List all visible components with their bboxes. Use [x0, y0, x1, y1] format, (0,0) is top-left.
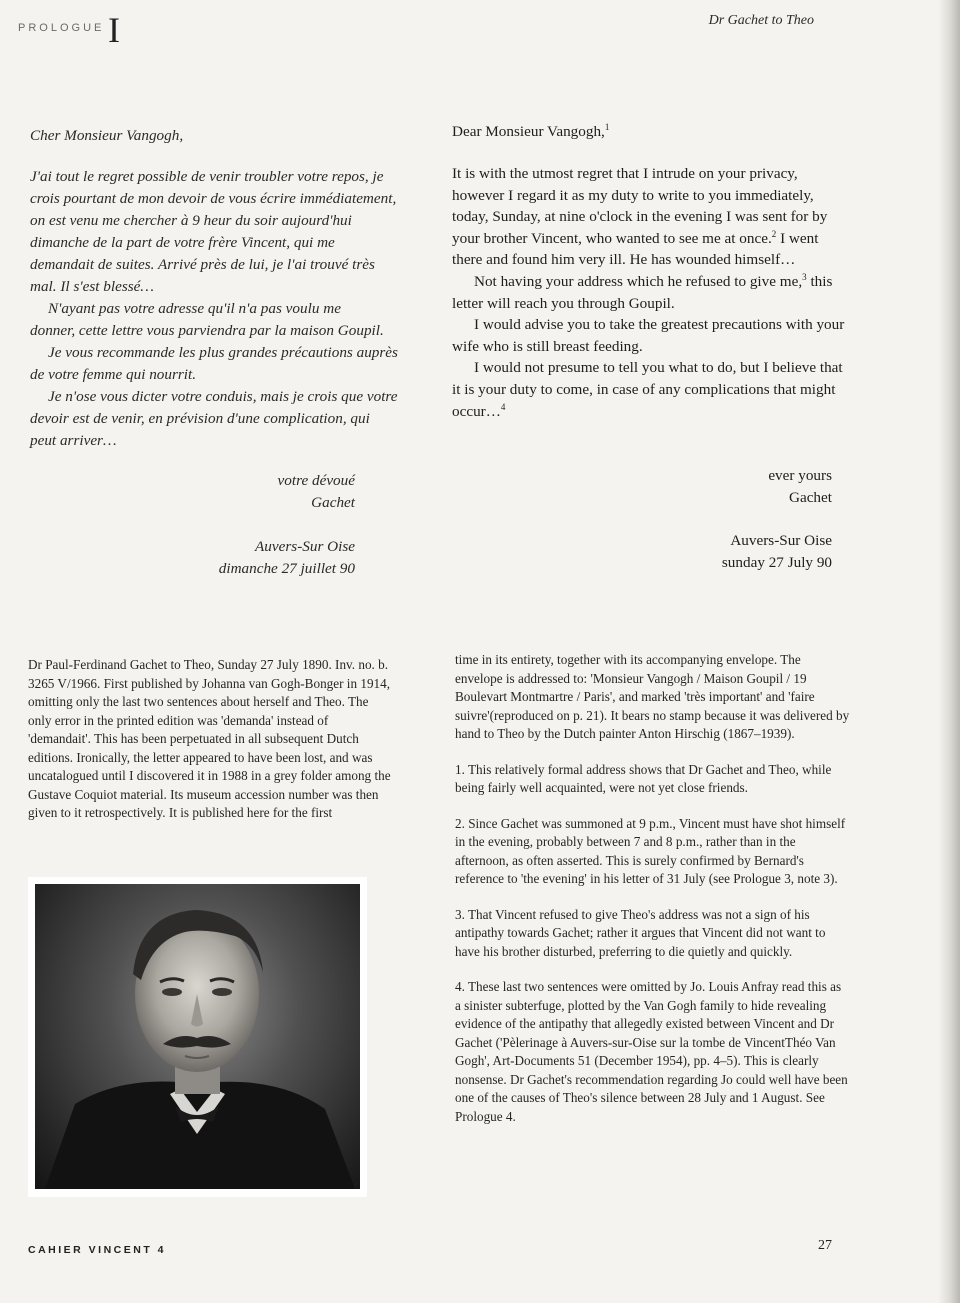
- letter-french-line: on est venu me chercher à 9 heur du soir aujourd'hui: [30, 212, 352, 229]
- letter-french-line: J'ai tout le regret possible de venir troubler votre repos, je: [30, 168, 384, 185]
- letter-english-para-3: I would advise you to take the greatest precautions with your wife who is still breast feeding.: [452, 316, 845, 355]
- letter-french-line: devoir est de venir, en prévision d'une complication, qui: [30, 410, 370, 427]
- commentary-column-2: [455, 651, 850, 1126]
- running-head: Dr Gachet to Theo: [708, 13, 814, 28]
- portrait-photo: [28, 877, 367, 1197]
- footnote-ref-2: 2: [771, 228, 777, 239]
- letter-english-para-4: I would not presume to tell you what to do, but I believe that it is your duty to come, in case of any complications that might occur…$^4$: [452, 359, 843, 420]
- footnote-1: 1. This relatively formal address shows that Dr Gachet and Theo, while being fairly well acquainted, were not yet close friends.: [455, 761, 832, 795]
- journal-title: CAHIER VINCENT 4: [28, 1244, 167, 1256]
- letter-french-line: demandait de suites. Arrivé près de lui, je l'ai trouvé très: [30, 256, 375, 273]
- section-numeral: I: [108, 10, 120, 50]
- commentary-text-continued: time in its entirety, together with its accompanying envelope. The envelope is addressed to: 'Monsieur Vangogh / Maison Goupil / 19 Boulevart Montmartre / Paris', and marked 'très important' and 'faire suivre'(reproduced on p. 21). It bears no stamp because it was delivered by hand to Theo by the Dutch painter Anton Hirschig (1867–1939).: [455, 652, 850, 741]
- letter-french-line: dimanche de la part de votre frère Vincent, qui me: [30, 234, 335, 251]
- footnote-ref-1: 1: [604, 121, 610, 132]
- letter-english-salutation: [452, 121, 609, 143]
- letter-english-signature: Gachet: [788, 488, 832, 506]
- letter-english-closing-text: ever yours: [768, 467, 832, 484]
- letter-french-line: mal. Il s'est blessé…: [30, 278, 154, 295]
- page-number: 27: [818, 1238, 832, 1253]
- letter-french-salutation: Cher Monsieur Vangogh,: [30, 127, 184, 144]
- letter-french-dateline: [150, 536, 355, 580]
- letter-french-line: donner, cette lettre vous parviendra par la maison Goupil.: [30, 322, 384, 339]
- letter-french-closing: [150, 470, 355, 514]
- footnote-4: 4. These last two sentences were omitted by Jo. Louis Anfray read this as a sinister subterfuge, plotted by the Van Gogh family to hide revealing evidence of the antipathy that allegedly existed between Vincent and Dr Gachet ('Pèlerinage à Auvers-sur-Oise sur la tombe de VincentThéo Van Gogh', Art-Documents 51 (December 1954), pp. 4–5). This is clearly nonsense. Dr Gachet's recommendation regarding Jo could well have been one of the causes of Theo's silence between 28 July and 1 August. See Prologue 4.: [455, 979, 848, 1124]
- letter-english-date: sunday 27 July 90: [721, 553, 832, 571]
- footnote-2: 2. Since Gachet was summoned at 9 p.m., Vincent must have shot himself in the evening, probably between 7 and 8 p.m., rather than in the afternoon, as often asserted. This is surely confirmed by Bernard's reference to 'the evening' in his letter of 31 July (see Prologue 3, note 3).: [455, 815, 846, 886]
- letter-french-signature: Gachet: [311, 494, 355, 511]
- letter-french-line: de votre femme qui nourrit.: [30, 366, 197, 383]
- page-gutter-shadow: [938, 0, 960, 1303]
- letter-french-body: [30, 166, 410, 452]
- letter-english-closing: [640, 465, 832, 508]
- footnote-ref-4: 4: [500, 401, 506, 412]
- letter-french-closing-text: votre dévoué: [277, 472, 355, 489]
- commentary-text: Dr Paul-Ferdinand Gachet to Theo, Sunday 27 July 1890. Inv. no. b. 3265 V/1966. First published by Johanna van Gogh-Bonger in 1914, omitting only the last two sentences about herself and Theo. The only error in the printed edition was 'demanda' instead of 'demandait'. This has been perpetuated in all subsequent Dutch editions. Ironically, the letter appeared to have been lost, and was uncatalogued until I discovered it in 1988 in a grey folder among the Gustave Coquiot material. Its museum accession number was then given to it retrospectively. It is published here for the first: [28, 657, 391, 820]
- letter-french-line: peut arriver…: [30, 432, 117, 449]
- letter-english-body: [452, 163, 850, 422]
- portrait-illustration: [35, 884, 360, 1189]
- letter-french-date: dimanche 27 juillet 90: [218, 560, 355, 577]
- commentary-column-1: [28, 656, 393, 823]
- letter-french-line: N'ayant pas votre adresse qu'il n'a pas voulu me: [48, 300, 341, 317]
- letter-french-place: Auvers-Sur Oise: [255, 538, 355, 555]
- footnote-3: 3. That Vincent refused to give Theo's address was not a sign of his antipathy towards Gachet; rather it argues that Vincent did not want to have his brother disturbed, preferring to die quietly and quickly.: [455, 906, 826, 959]
- section-label: PROLOGUE: [18, 22, 105, 34]
- letter-french-line: crois pourtant de mon devoir de vous écrire immédiatement,: [30, 190, 397, 207]
- letter-english-para-1: It is with the utmost regret that I intrude on your privacy, however I regard it as my duty to write to you immediately, today, Sunday, at nine o'clock in the evening I was sent for by your brother Vincent, who wanted to see me at once.$^2$ I went there and found him very ill. He has wounded himself…: [452, 165, 828, 269]
- letter-french-line: Je vous recommande les plus grandes précautions auprès: [48, 344, 398, 361]
- letter-english-para-2: Not having your address which he refused to give me,$^3$ this letter will reach you through Goupil.: [452, 271, 833, 312]
- letter-english-dateline: [640, 530, 832, 573]
- letter-english-place: Auvers-Sur Oise: [730, 532, 832, 549]
- letter-french-line: Je n'ose vous dicter votre conduis, mais je crois que votre: [48, 388, 398, 405]
- footnote-ref-3: 3: [802, 271, 807, 282]
- letter-english-salutation-text: Dear Monsieur Vangogh,: [452, 123, 605, 140]
